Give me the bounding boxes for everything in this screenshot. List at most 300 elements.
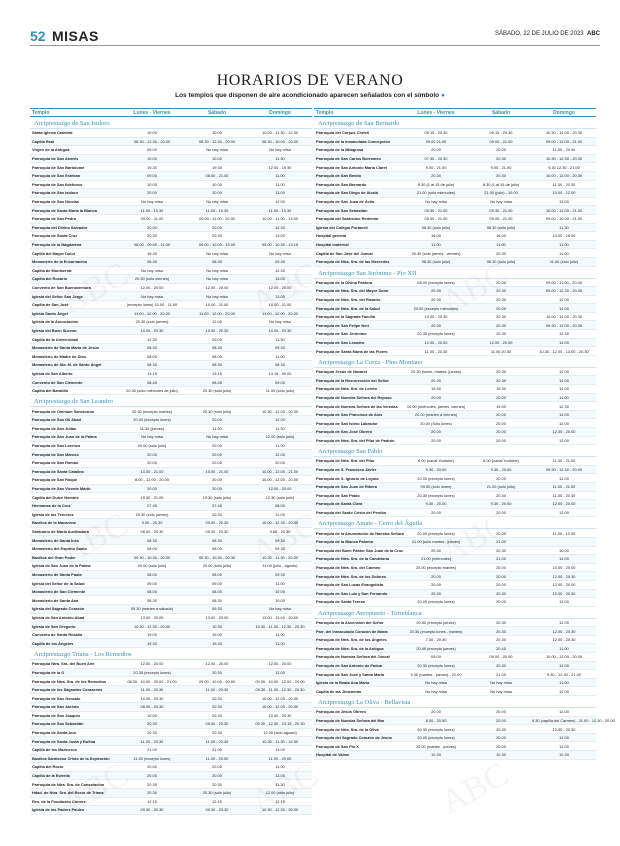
temple-name: Parroquia de San Vicente Mártir (32, 486, 91, 492)
table-row (30, 172, 312, 181)
saturday-times: 08.00 (212, 353, 222, 359)
table-row (314, 258, 596, 267)
sunday-times: 12.00 - 20.00 (268, 486, 292, 492)
sunday-times: 11.00 - 20.00 (552, 147, 576, 153)
temple-name: Parroquia de Santa Teresa (316, 599, 365, 605)
temple-name: Parroquia de Nuestra Señora del Mar (316, 717, 385, 723)
table-row (30, 335, 312, 344)
temple-name: Parroquia de Ntra. Sra. de los Ángeles (316, 637, 387, 643)
weekday-times: 19.00 (miércoles, jueves, viernes) (406, 403, 466, 409)
saturday-times: 11.00 (496, 242, 506, 248)
saturday-times: 20.30 (sólo julio) (202, 388, 232, 394)
table-row (314, 129, 596, 138)
temple-name: Parroquia de San Andrés (32, 156, 79, 162)
temple-name: Iglesia de San Gregorio (32, 623, 76, 629)
temple-name: Parroquia de la Divina Pastora (316, 279, 373, 285)
schedule-table (314, 129, 596, 267)
table-row (314, 304, 596, 313)
table-row (30, 528, 312, 537)
table-row (30, 579, 312, 588)
sunday-times: 10.00 - 20.30 (268, 712, 292, 718)
table-row (30, 450, 312, 459)
sunday-times: 12.00 (559, 556, 569, 562)
saturday-times: 10.00 - 11.00 (205, 302, 229, 308)
temple-name: Parroquia de San Pedro (32, 216, 77, 222)
saturday-times: 20.00 (212, 460, 222, 466)
temple-name: Parroquia de Ntra. Sra. de Loreto (316, 386, 377, 392)
weekday-times: 20.45 (excepto jueves) (416, 645, 456, 651)
temple-name: Iglesia del Señor de la Salud (32, 580, 85, 586)
saturday-times: 09.00 - 21.00 (489, 216, 513, 222)
temple-name: Parroquia de San Esteban (32, 173, 81, 179)
saturday-times: No hay misa (206, 147, 228, 153)
weekday-times: 11.00 - 12.00 - 20.00 (134, 310, 170, 316)
saturday-times: 09.30 - 20.30 (205, 807, 229, 813)
table-row (30, 292, 312, 301)
saturday-times: 20.00 (496, 147, 506, 153)
table-row (30, 596, 312, 605)
weekday-times: 08.00 (147, 571, 157, 577)
table-row (314, 538, 596, 547)
sunday-times: 10.00 - 12.00 - 21.00 (261, 468, 299, 474)
table-row (30, 425, 312, 434)
sunday-times: 12.00 - 20.00 (552, 501, 576, 507)
temple-name: Iglesia de los Padres Paúles (32, 807, 85, 813)
weekday-times: 20.00 (431, 582, 441, 588)
weekday-times: 20.30 (excepto jueves) (416, 619, 456, 625)
sunday-times: 20.00 (275, 460, 285, 466)
weekday-times: 10.00 - 20.30 (140, 327, 164, 333)
temple-name: Parroquia de San Carlos Borromeo (316, 156, 381, 162)
weekday-times: 12.15 (147, 798, 157, 804)
table-row (30, 198, 312, 207)
temple-name: Capilla de Montserrat (32, 267, 72, 273)
table-row (30, 318, 312, 327)
saturday-times: 20.00 (496, 305, 506, 311)
table-row (314, 708, 596, 717)
saturday-times: 09.30 (212, 606, 222, 612)
temple-name: Hermanas de la Cruz (32, 503, 71, 509)
saturday-times: 08.30 (212, 597, 222, 603)
sunday-times: 11.00 (275, 580, 285, 586)
sunday-times: 12.00 (559, 735, 569, 741)
saturday-times: 08.00 (212, 546, 222, 552)
sunday-times: 10.30 (559, 752, 569, 758)
saturday-times: 09.00 - 10.00 - 19.00 (198, 242, 236, 248)
weekday-times: 20.00 (martes a viernes) (414, 412, 458, 418)
saturday-times: 11.30 (212, 425, 222, 431)
temple-name: Parroquia de San Diego de Alcalá (316, 190, 378, 196)
weekday-times: 9.30 (martes - jueves) - 21.00 (410, 671, 462, 677)
sunday-times: 12.00 (559, 662, 569, 668)
weekday-times: 09.00 (147, 580, 157, 586)
temple-name: Capilla del Mayor Dolor (32, 250, 76, 256)
weekday-times: 10.00 - 20.30 (140, 695, 164, 701)
archpriesthood-heading: Arciprestazgo Triana - Los Remedios (30, 650, 312, 660)
sunday-times: 9.00 - 20.30 (269, 529, 291, 535)
sunday-times: 11.00 - 19.30 (268, 207, 292, 213)
temple-name: Parroquia de S. Francisco Javier (316, 467, 377, 473)
sunday-times: 12.00 (559, 510, 569, 516)
table-row (314, 529, 596, 538)
weekday-times: 11.30 (excepto lunes) (133, 755, 171, 761)
table-row (314, 590, 596, 599)
weekday-times: 10.00 (147, 712, 157, 718)
saturday-times: 20.00 (212, 443, 222, 449)
weekday-times: 08.30 (147, 597, 157, 603)
masthead (30, 26, 600, 46)
weekday-times: 20.30 (431, 173, 441, 179)
saturday-times: 20.00 (496, 743, 506, 749)
schedule-table (30, 660, 312, 815)
temple-name: Parroquia de San Antonio de Padua (316, 662, 383, 668)
sunday-times: 09.30 (275, 345, 285, 351)
table-row (30, 720, 312, 729)
weekday-times: 20.00 (431, 573, 441, 579)
table-row (314, 419, 596, 428)
saturday-times: 20.00 (496, 394, 506, 400)
sunday-times: 12.00 - 20.00 (268, 284, 292, 290)
temple-name: Capilla de la Universidad (32, 336, 79, 342)
weekday-times: 08.30 (sólo julio) (421, 259, 451, 265)
temple-name: Hospital de Valme (316, 752, 350, 758)
temple-name: Parroquia de Santa Justa y Rufina (32, 738, 96, 744)
sunday-times: 10.00 - 12.00 - 20.30 (261, 695, 299, 701)
table-row (30, 545, 312, 554)
sunday-times: 11.00 (sólo julio) (265, 388, 295, 394)
saturday-times: 19.30 (496, 386, 506, 392)
weekday-times: 08.30 (147, 345, 157, 351)
schedule-table (314, 708, 615, 760)
weekday-times: 08.45 (147, 379, 157, 385)
table-row (30, 476, 312, 485)
temple-name: Parroquia de la Sagrada Familia (316, 314, 376, 320)
sunday-times: 12.00 (559, 599, 569, 605)
saturday-times: 08.30 (sólo julio) (486, 259, 516, 265)
sunday-times: 11.00 (275, 764, 285, 770)
temple-name: Parroquia de San Pablo (316, 492, 360, 498)
saturday-times: 09.30 - 21.00 (489, 207, 513, 213)
section-title: MISAS (52, 28, 99, 44)
weekday-times: 09.00 (147, 173, 157, 179)
temple-name: Hospital maternal (316, 242, 349, 248)
saturday-times: 10.30 (496, 752, 506, 758)
sunday-times: 12.00 - 19.30 (268, 164, 292, 170)
table-row (30, 605, 312, 614)
temple-name: Iglesia de San Juan de la Palma (32, 563, 91, 569)
temple-name: Capilla de la Estrella (32, 773, 70, 779)
weekday-times: 11.30 (jueves) (139, 425, 165, 431)
table-row (30, 370, 312, 379)
saturday-times: 09.00 - 20.30 (205, 529, 229, 535)
temple-name: Capilla del Rocío (32, 764, 64, 770)
weekday-times: No hay misa (425, 199, 447, 205)
table-row (30, 669, 312, 678)
saturday-times: 20.30 (212, 233, 222, 239)
weekday-times: 9.00 - 21.00 (425, 164, 447, 170)
weekday-times: 21.00 (miércoles) (420, 556, 452, 562)
saturday-times: 9.00 - 21.00 (490, 164, 512, 170)
temple-name: Parroquia de Omnium Sanctorum (32, 408, 95, 414)
saturday-times: No hay misa (206, 267, 228, 273)
temple-name: Monasterio de la Encarnación (32, 259, 88, 265)
column-header (314, 108, 596, 117)
archpriesthood-heading: Arciprestazgo La Corza - Pino Montano (314, 358, 596, 368)
archpriesthood-heading: Arciprestazgo de San Isidoro (30, 119, 312, 129)
temple-name: Parroquia de San Leandro (316, 339, 365, 345)
weekday-times: 08.00 - 10.00 - 20.00 - 21.00 (127, 678, 177, 684)
temple-name: Parroquia de San Isidro Labrador (316, 420, 378, 426)
sunday-times: 10.00 - 12.30 - 20.30 (261, 520, 299, 526)
sunday-times: 13.00 (275, 233, 285, 239)
table-row (314, 215, 596, 224)
table-row (30, 614, 312, 623)
weekday-times: 20.00 (147, 764, 157, 770)
temple-name: Convento de San Buenaventura (32, 284, 91, 290)
column-header-label: Lunes - Viernes (133, 109, 171, 116)
temple-name: Parroquia de Ntra. Sra. de los Dolores (316, 573, 387, 579)
sunday-times: 12.00 (559, 412, 569, 418)
table-row (314, 411, 596, 420)
sunday-times: 10.00 - 20.00 (552, 565, 576, 571)
saturday-times: 20.30 (212, 781, 222, 787)
table-row (314, 224, 596, 233)
temple-name: Monasterio de Santa Inés (32, 537, 79, 543)
temple-name: Parroquia del Sagrado Corazón de Jesús (316, 735, 392, 741)
sunday-times: 12.00 (559, 709, 569, 715)
saturday-times: 12.00 - 20.00 (205, 284, 229, 290)
weekday-times: 20.00 (excepto lunes) (133, 417, 171, 423)
temple-name: Parroquia de la Milagrosa (316, 147, 364, 153)
temple-name: Parroquia de Ntra. Sra. del Pilar (316, 458, 375, 464)
sunday-times: 12.00 (559, 199, 569, 205)
weekday-times: 20.30 (147, 233, 157, 239)
weekday-times: 10.00 (147, 181, 157, 187)
temple-name: Iglesia del Señor San Jorge (32, 293, 83, 299)
weekday-times: (excepto lunes) 10.00 - 11.00 (126, 302, 178, 308)
saturday-times: 20.00 (212, 224, 222, 230)
sunday-times: 10.00 - 11.00 (268, 302, 292, 308)
saturday-times: 20.30 (212, 511, 222, 517)
temple-name: Monasterio de Santa Ana (32, 597, 79, 603)
table-row (314, 725, 596, 734)
archpriesthood-heading: Arciprestazgo Amate - Cerro del Águila (314, 519, 596, 529)
table-row (30, 163, 312, 172)
table-row (30, 780, 312, 789)
saturday-times: 20.30 (496, 619, 506, 625)
weekday-times: 08.30 (147, 259, 157, 265)
weekday-times: 20.30 (excepto lunes) (133, 669, 171, 675)
table-row (314, 206, 596, 215)
temple-name: Monasterio de Santa Paula (32, 571, 82, 577)
table-row (30, 502, 312, 511)
weekday-times: 20.30 (431, 547, 441, 553)
weekday-times: 13.15 (147, 370, 157, 376)
saturday-times: 20.00 (212, 773, 222, 779)
weekday-times: 19.30 (147, 250, 157, 256)
temple-name: Parroquia de Jesús Obrero (316, 709, 366, 715)
sunday-times: 12.30 (559, 403, 569, 409)
table-row (314, 483, 596, 492)
weekday-times: 09.00 (sólo lunes) (420, 484, 452, 490)
table-row (314, 555, 596, 564)
schedule-table (314, 368, 596, 445)
saturday-times: 09.00 - 20.00 (489, 654, 513, 660)
temple-name: Parroquia de San Juan de Ávila (316, 199, 375, 205)
sunday-times: 11.00 - 20.30 (552, 492, 576, 498)
table-row (314, 653, 596, 662)
table-row (30, 189, 312, 198)
weekday-times: 09.30 (martes a sábado) (130, 606, 174, 612)
table-row (314, 402, 596, 411)
sunday-times: 10.00 - 12.00 - 20.30 (545, 314, 583, 320)
saturday-times: 8.30 (1 al 15 de julio) (482, 181, 520, 187)
weekday-times: 19.30 (147, 164, 157, 170)
table-row (30, 536, 312, 545)
weekday-times: 20.30 (431, 322, 441, 328)
saturday-times: 10.00 - 21.00 (205, 468, 229, 474)
table-row (314, 581, 596, 590)
sunday-times: 11.00 (275, 181, 285, 187)
saturday-times: 9.30 - 20.00 (490, 467, 512, 473)
saturday-times: 20.30 (sólo julio) (202, 790, 232, 796)
temple-name: Parroquia de San Jacinto (32, 704, 79, 710)
table-row (314, 287, 596, 296)
saturday-times: No hay misa (490, 688, 512, 694)
saturday-times: 08.30 (212, 345, 222, 351)
sunday-times: 12.00 (559, 619, 569, 625)
table-row (314, 474, 596, 483)
table-row (314, 249, 596, 258)
table-row (30, 146, 312, 155)
temple-name: Capilla de los Ángeles (32, 640, 74, 646)
table-row (314, 636, 596, 645)
sunday-times: No hay misa (269, 606, 291, 612)
temple-name: Convento de Santa Rosalía (32, 632, 83, 638)
table-row (314, 146, 596, 155)
sunday-times: 10.00 - 12.00 - 20.30 (261, 704, 299, 710)
table-row (30, 519, 312, 528)
saturday-times: 19.00 (212, 632, 222, 638)
schedule-table (314, 279, 596, 356)
table-row (30, 215, 312, 224)
temple-name: Santuario de María Auxiliadora (32, 529, 89, 535)
weekday-times: 20.30 (sólo jueves - viernes) (411, 250, 461, 256)
saturday-times: 20.00 (496, 510, 506, 516)
sunday-times: 12.00 - 20.30 (552, 573, 576, 579)
table-row (314, 619, 596, 628)
saturday-times: 09.00 - 20.30 (205, 721, 229, 727)
sunday-times: 12.00 (559, 420, 569, 426)
saturday-times: 10.30 (212, 623, 222, 629)
sunday-times: 10.00 - 11.30 - 12.30 (262, 130, 298, 136)
weekday-times: 19.30 (147, 640, 157, 646)
saturday-times: No hay misa (206, 276, 228, 282)
sunday-times: 08.00 (275, 503, 285, 509)
weekday-times: 20.00 (excepto lunes) (417, 475, 455, 481)
weekday-times: 19.30 - 21.00 (140, 494, 164, 500)
sunday-times: 11.00 (275, 173, 285, 179)
sunday-times: 11.30 (275, 336, 285, 342)
saturday-times: 8.00 (canal Youtube) (483, 458, 519, 464)
abc-watermark (435, 756, 515, 822)
sunday-times: 12.00 (sólo agosto) (263, 730, 297, 736)
table-row (314, 500, 596, 509)
temple-name: Santa Iglesia Catedral (32, 130, 73, 136)
sunday-times: 13.00 (559, 437, 569, 443)
temple-name: Monasterio de Madre de Dios (32, 353, 87, 359)
weekday-times: 21.00 (sólo martes - jueves) (411, 539, 461, 545)
saturday-times: 09.30 - 10.30 - 20.30 (198, 554, 236, 560)
table-row (314, 466, 596, 475)
table-row (30, 258, 312, 267)
sunday-times: 13.15 - 20.00 (268, 370, 292, 376)
saturday-times: 20.00 (496, 420, 506, 426)
weekday-times: 07.45 (147, 503, 157, 509)
weekday-times: 19.30 (431, 386, 441, 392)
table-row (314, 457, 596, 466)
saturday-times: 10.00 (212, 130, 222, 136)
table-row (30, 459, 312, 468)
temple-name: Parroquia de Santa María la Blanca (32, 207, 97, 213)
saturday-times: 20.00 (496, 429, 506, 435)
temple-name: Capilla de las Jimeneras (316, 688, 362, 694)
saturday-times: 11.30 - 20.00 (205, 755, 229, 761)
temple-name: Monasterio de Santa María de Jesús (32, 345, 100, 351)
temple-name: Parroquia de San Lucas Evangelista (316, 582, 384, 588)
column-header-label: Templo (32, 109, 50, 116)
weekday-times: 08.00 (excepto lunes) (417, 279, 455, 285)
sunday-times: 12.00 (559, 369, 569, 375)
sunday-times: 11.00 (559, 645, 569, 651)
temple-name: Parroquia del Buen Pastor San Juan de la Cruz (316, 547, 403, 553)
saturday-times: 11.00 - 20.30 (205, 687, 229, 693)
weekday-times: 21.00 (147, 747, 157, 753)
saturday-times: 20.30 (496, 547, 506, 553)
saturday-times: 20.00 (496, 412, 506, 418)
table-row (30, 694, 312, 703)
table-row (30, 746, 312, 755)
schedule-table (314, 619, 596, 696)
weekday-times: 08.30 (sólo julio) (421, 224, 451, 230)
sunday-times: 09.30 (275, 537, 285, 543)
sunday-times: 11.30 - 20.30 (552, 181, 576, 187)
weekday-times: 11.00 - 20.30 (140, 687, 164, 693)
column-header-label: Domingo (553, 109, 575, 116)
sunday-times: No hay misa (269, 319, 291, 325)
sunday-times: 10.00 (559, 547, 569, 553)
weekday-times: 09.00 - 21.00 (424, 216, 448, 222)
table-row (30, 416, 312, 425)
saturday-times: 20.00 (496, 437, 506, 443)
sunday-times: 11.00 (julio - agosto) (262, 563, 298, 569)
weekday-times: 8.00 - 12.00 - 20.00 (135, 477, 169, 483)
temple-name: Parroquia del Santo Cristo del Perdón (316, 510, 387, 516)
saturday-times: 11.00 - 12.00 - 20.00 (199, 310, 235, 316)
weekday-times: 10.00 - 21.00 (140, 468, 164, 474)
saturday-times: 13.15 (212, 370, 222, 376)
temple-name: Iglesia de la Beata Ana María (316, 680, 370, 686)
sunday-times: 11.00 (275, 640, 285, 646)
sunday-times: 12.00 (275, 669, 285, 675)
table-row (30, 301, 312, 310)
weekday-times: 09.30 - 20.30 (140, 807, 164, 813)
temple-name: Parroquia de Santa Catalina (32, 468, 84, 474)
archpriesthood-heading: Arciprestazgo La Oliva - Bellavista (314, 698, 596, 708)
weekday-times: 20.00 (excepto martes) (415, 565, 456, 571)
weekday-times: 9.00 - 20.30 (141, 520, 163, 526)
table-row (30, 407, 312, 416)
